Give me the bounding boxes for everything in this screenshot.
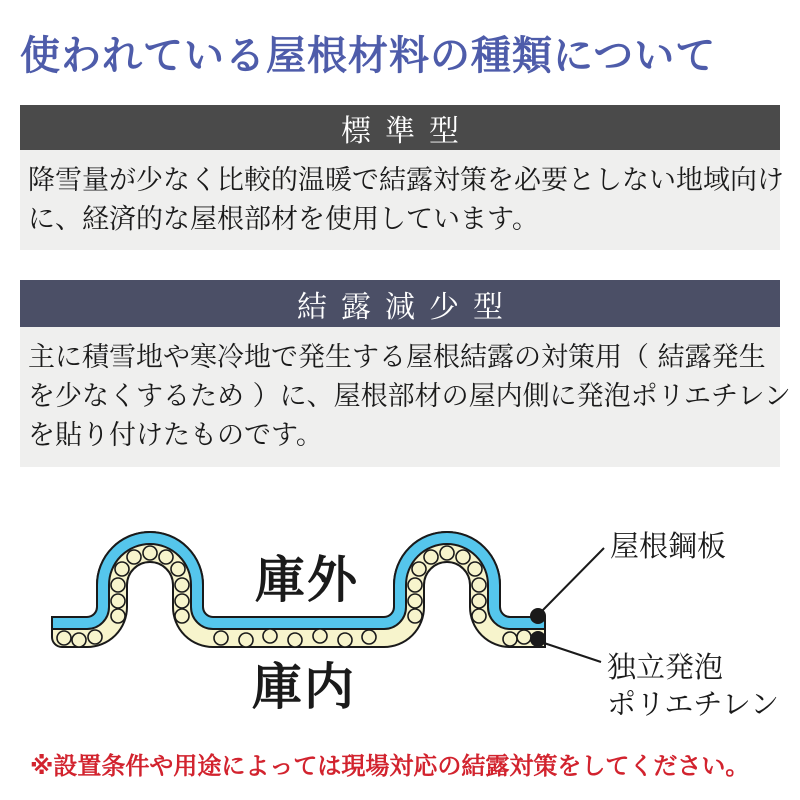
- section-heading-reduction: 結露減少型: [297, 289, 517, 325]
- section-header-standard: [20, 105, 780, 150]
- section-body-reduction: [20, 327, 791, 467]
- body-text-line: 降雪量が少なく比較的温暖で結露対策を必要としない地域向け: [28, 165, 784, 196]
- page-title: 使われている屋根材料の種類について: [20, 32, 717, 79]
- body-text-line: に、経済的な屋根部材を使用しています。: [28, 204, 539, 235]
- label-outside: 庫外: [255, 551, 359, 609]
- label-foam-line1: 独立発泡: [607, 650, 724, 684]
- foam-callout-line: [541, 642, 601, 662]
- body-text-line: 主に積雪地や寒冷地で発生する屋根結露の対策用（ 結露発生: [28, 342, 766, 373]
- body-text-line: を貼り付けたものです。: [28, 420, 323, 451]
- section-heading-standard: 標準型: [341, 113, 473, 149]
- steel-callout-line: [541, 548, 604, 612]
- section-body-standard: [20, 150, 784, 250]
- label-inside: 庫内: [252, 658, 356, 716]
- label-steel: 屋根鋼板: [610, 529, 727, 563]
- body-text-line: を少なくするため ）に、屋根部材の屋内側に発泡ポリエチレン: [28, 381, 791, 412]
- steel-callout-dot: [530, 608, 546, 624]
- foam-callout-dot: [530, 631, 546, 647]
- section-header-reduction: [20, 280, 780, 327]
- footnote-warning: ※設置条件や用途によっては現場対応の結露対策をしてください。: [30, 752, 750, 780]
- label-foam-line2: ポリエチレン: [607, 687, 780, 721]
